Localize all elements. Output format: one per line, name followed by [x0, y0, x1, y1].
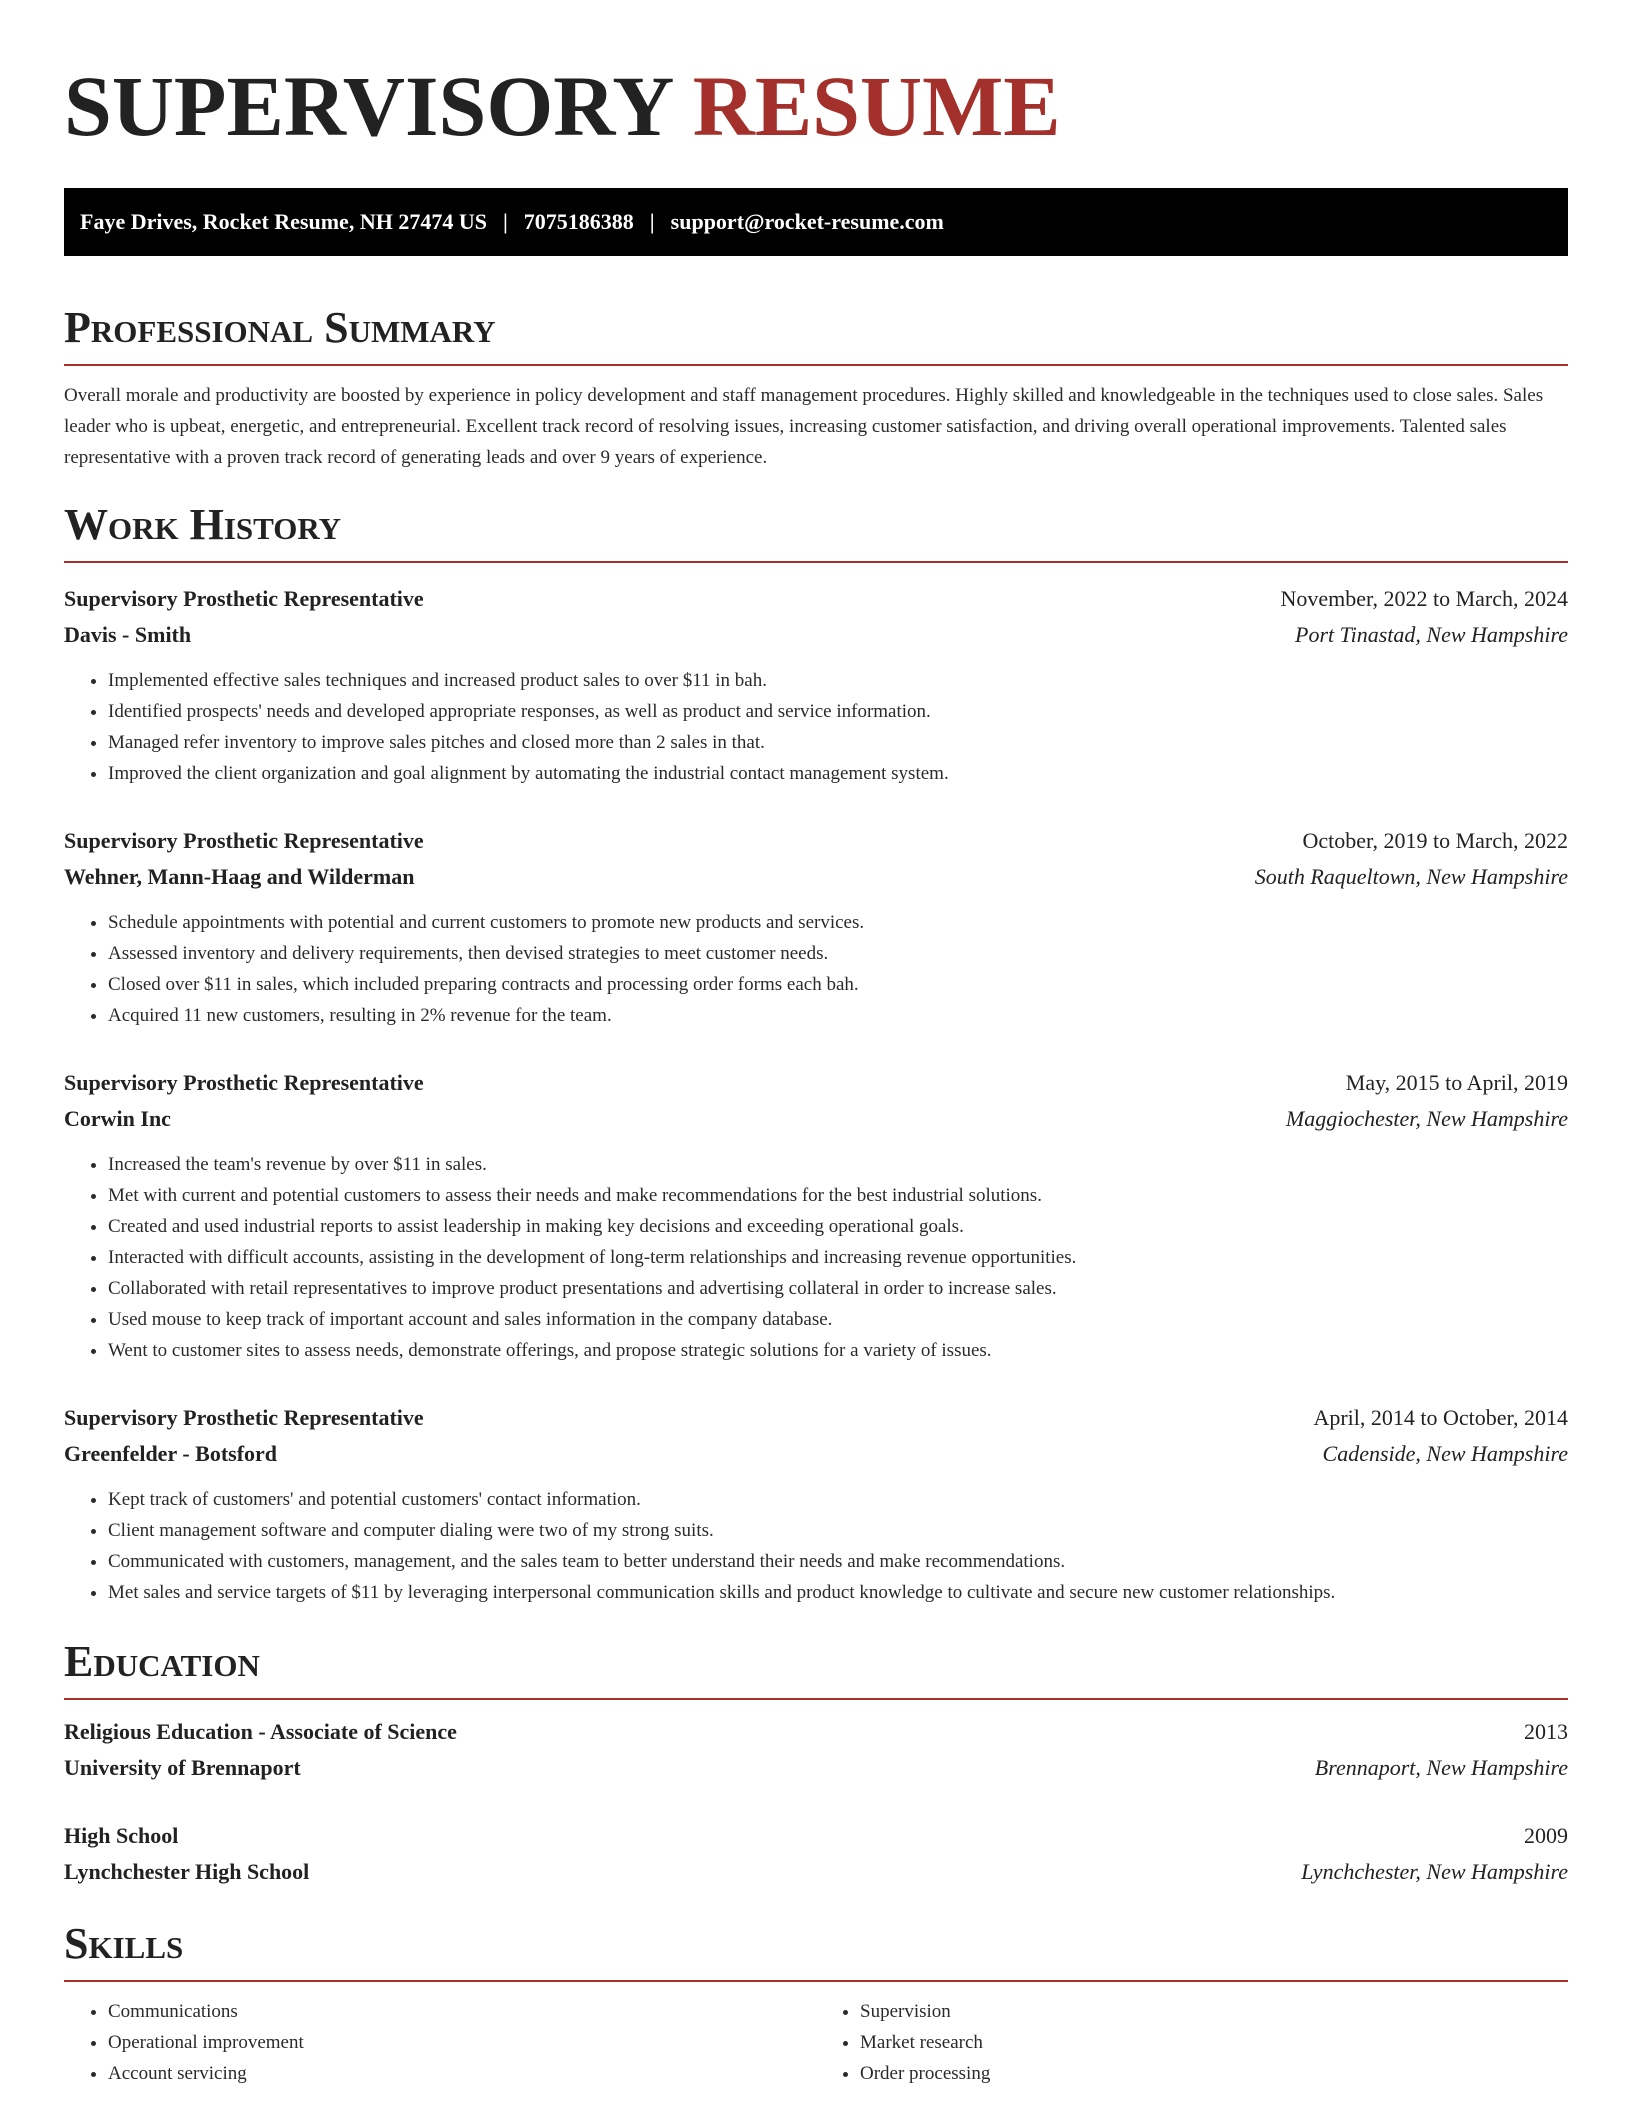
- education-location: Brennaport, New Hampshire: [1314, 1755, 1568, 1780]
- job-bullet: • Used mouse to keep track of important account and sales information in the company database.: [108, 1304, 1568, 1335]
- job-bullet: • Identified prospects' needs and developed appropriate responses, as well as product and service information.: [108, 696, 1568, 727]
- job-entry: [64, 1065, 1568, 1366]
- skill-item: • Supervision: [860, 1996, 1568, 2027]
- job-dates: May, 2015 to April, 2019: [1345, 1070, 1568, 1095]
- job-title: Supervisory Prosthetic Representative: [64, 586, 424, 611]
- education-heading: Education: [64, 1638, 1568, 1700]
- job-company: Wehner, Mann-Haag and Wilderman: [64, 864, 415, 889]
- education-school: Lynchchester High School: [64, 1859, 310, 1884]
- job-location: Maggiochester, New Hampshire: [1285, 1106, 1568, 1131]
- job-bullet: • Communicated with customers, management, and the sales team to better understand their needs and make recommendations.: [108, 1546, 1568, 1577]
- contact-separator: |: [502, 209, 508, 234]
- job-location: Port Tinastad, New Hampshire: [1295, 622, 1568, 647]
- skills-list: [64, 1996, 1568, 2089]
- job-bullet: • Collaborated with retail representatives to improve product presentations and advertising collateral in order to increase sales.: [108, 1273, 1568, 1304]
- job-bullet: • Went to customer sites to assess needs, demonstrate offerings, and propose strategic solutions for a variety of issues.: [108, 1335, 1568, 1366]
- resume-title: [64, 0, 1568, 154]
- skill-item: • Market research: [860, 2027, 1568, 2058]
- education-entry: [64, 1818, 1568, 1890]
- job-bullet: • Met with current and potential customers to assess their needs and make recommendations for the best industrial solutions.: [108, 1180, 1568, 1211]
- education-degree: Religious Education - Associate of Science: [64, 1719, 457, 1744]
- title-main: SUPERVISORY: [64, 58, 672, 154]
- job-bullet: • Managed refer inventory to improve sales pitches and closed more than 2 sales in that.: [108, 727, 1568, 758]
- job-company: Corwin Inc: [64, 1106, 171, 1131]
- contact-bar: [64, 188, 1568, 256]
- job-bullets: [64, 907, 1568, 1031]
- job-title: Supervisory Prosthetic Representative: [64, 1405, 424, 1430]
- contact-phone: 7075186388: [523, 209, 634, 234]
- job-bullet: • Acquired 11 new customers, resulting in 2% revenue for the team.: [108, 1000, 1568, 1031]
- skill-item: • Order processing: [860, 2058, 1568, 2089]
- job-bullet: • Client management software and computer dialing were two of my strong suits.: [108, 1515, 1568, 1546]
- title-accent: RESUME: [692, 58, 1061, 154]
- job-title: Supervisory Prosthetic Representative: [64, 828, 424, 853]
- job-bullets: [64, 1484, 1568, 1608]
- work-history-heading: Work History: [64, 501, 1568, 563]
- job-entry: [64, 1400, 1568, 1608]
- education-year: 2009: [1524, 1823, 1568, 1848]
- job-entry: [64, 823, 1568, 1031]
- job-bullet: • Interacted with difficult accounts, assisting in the development of long-term relationships and increasing revenue opportunities.: [108, 1242, 1568, 1273]
- skill-item: • Account servicing: [108, 2058, 816, 2089]
- skills-column-left: [64, 1996, 816, 2089]
- job-company: Davis - Smith: [64, 622, 192, 647]
- job-location: Cadenside, New Hampshire: [1322, 1441, 1568, 1466]
- job-bullet: • Met sales and service targets of $11 by leveraging interpersonal communication skills and product knowledge to cultivate and secure new customer relationships.: [108, 1577, 1568, 1608]
- job-dates: April, 2014 to October, 2014: [1313, 1405, 1568, 1430]
- contact-separator: |: [649, 209, 655, 234]
- skills-column-right: [816, 1996, 1568, 2089]
- job-location: South Raqueltown, New Hampshire: [1254, 864, 1568, 889]
- job-bullet: • Created and used industrial reports to assist leadership in making key decisions and exceeding operational goals.: [108, 1211, 1568, 1242]
- contact-email: support@rocket-resume.com: [670, 209, 944, 234]
- job-title: Supervisory Prosthetic Representative: [64, 1070, 424, 1095]
- job-bullets: [64, 665, 1568, 789]
- job-dates: October, 2019 to March, 2022: [1302, 828, 1568, 853]
- job-bullets: [64, 1149, 1568, 1366]
- skills-heading: Skills: [64, 1920, 1568, 1982]
- job-bullet: • Kept track of customers' and potential customers' contact information.: [108, 1484, 1568, 1515]
- job-bullet: • Closed over $11 in sales, which included preparing contracts and processing order forms each bah.: [108, 969, 1568, 1000]
- contact-address: Faye Drives, Rocket Resume, NH 27474 US: [80, 209, 487, 234]
- job-bullet: • Increased the team's revenue by over $11 in sales.: [108, 1149, 1568, 1180]
- education-year: 2013: [1524, 1719, 1568, 1744]
- education-degree: High School: [64, 1823, 179, 1848]
- education-location: Lynchchester, New Hampshire: [1301, 1859, 1568, 1884]
- job-bullet: • Assessed inventory and delivery requirements, then devised strategies to meet customer needs.: [108, 938, 1568, 969]
- education-school: University of Brennaport: [64, 1755, 301, 1780]
- job-entry: [64, 581, 1568, 789]
- skill-item: • Communications: [108, 1996, 816, 2027]
- job-bullet: • Improved the client organization and goal alignment by automating the industrial contact management system.: [108, 758, 1568, 789]
- job-bullet: • Implemented effective sales techniques and increased product sales to over $11 in bah.: [108, 665, 1568, 696]
- summary-heading: Professional Summary: [64, 304, 1568, 366]
- summary-text: Overall morale and productivity are boosted by experience in policy development and staff management procedures. Highly skilled and knowledgeable in the techniques used to close sales. Sales leader who is upbeat, energetic, and entrepreneurial. Excellent track record of resolving issues, increasing customer satisfaction, and driving overall operational improvements. Talented sales representative with a proven track record of generating leads and over 9 years of experience.: [64, 385, 1544, 468]
- education-entry: [64, 1714, 1568, 1786]
- job-bullet: • Schedule appointments with potential and current customers to promote new products and services.: [108, 907, 1568, 938]
- skill-item: • Operational improvement: [108, 2027, 816, 2058]
- job-company: Greenfelder - Botsford: [64, 1441, 278, 1466]
- job-dates: November, 2022 to March, 2024: [1280, 586, 1568, 611]
